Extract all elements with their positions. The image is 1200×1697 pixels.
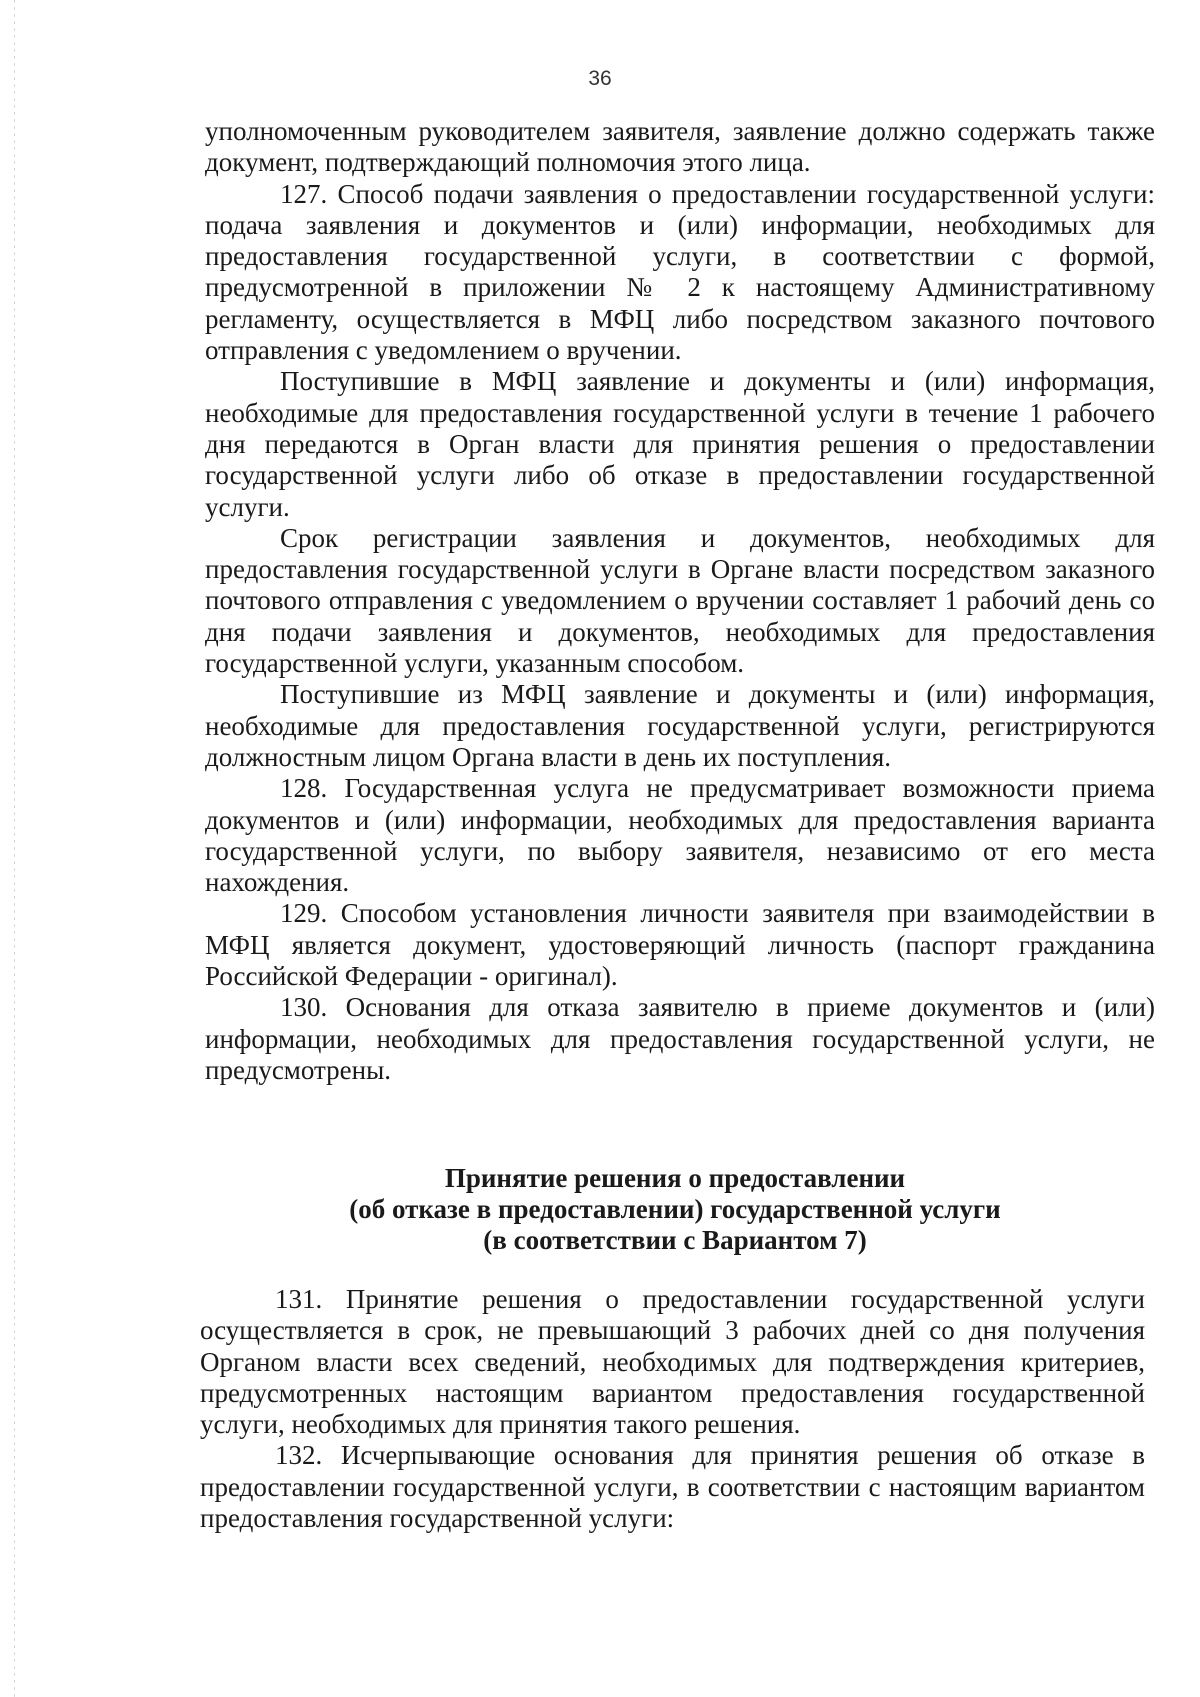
scan-edge-marks xyxy=(14,0,15,1697)
paragraph-mfc-registration: Поступившие из МФЦ заявление и документы и (или) информация, необходимые для предоставления государственной услуги, регистрируются должностным лицом Органа власти в день их поступления. xyxy=(205,679,1155,772)
paragraph-127: 127. Способ подачи заявления о предоставлении государственной услуги: подача заявления и документов и (или) информации, необходимых для предоставления государственной услуги, в соответствии с формой, предусмотренной в приложении № 2 к настоящему Административному регламенту, осуществляется в МФЦ либо посредством заказного почтового отправления с уведомлением о вручении. xyxy=(205,178,1155,366)
body-text-top xyxy=(205,116,1155,1086)
paragraph-131: 131. Принятие решения о предоставлении государственной услуги осуществляется в срок, не превышающий 3 рабочих дней со дня получения Органом власти всех сведений, необходимых для подтверждения критериев, предусмотренных настоящим вариантом предоставления государственной услуги, необходимых для принятия такого решения. xyxy=(200,1284,1145,1440)
paragraph-128: 128. Государственная услуга не предусматривает возможности приема документов и (или) информации, необходимых для предоставления варианта государственной услуги, по выбору заявителя, независимо от его места нахождения. xyxy=(205,773,1155,898)
paragraph-continuation: уполномоченным руководителем заявителя, заявление должно содержать также документ, подтверждающий полномочия этого лица. xyxy=(205,116,1155,178)
paragraph-mfc-transfer: Поступившие в МФЦ заявление и документы и (или) информация, необходимые для предоставления государственной услуги в течение 1 рабочего дня передаются в Орган власти для принятия решения о предоставлении государственной услуги либо об отказе в предоставлении государственной услуги. xyxy=(205,366,1155,522)
body-text-bottom xyxy=(200,1284,1145,1534)
page-number: 36 xyxy=(588,67,612,90)
heading-line-3: (в соответствии с Вариантом 7) xyxy=(483,1225,867,1255)
heading-line-1: Принятие решения о предоставлении xyxy=(444,1163,906,1193)
paragraph-129: 129. Способом установления личности заявителя при взаимодействии в МФЦ является документ, удостоверяющий личность (паспорт гражданина Российской Федерации - оригинал). xyxy=(205,898,1155,992)
paragraph-132: 132. Исчерпывающие основания для принятия решения об отказе в предоставлении государственной услуги, в соответствии с настоящим вариантом предоставления государственной услуги: xyxy=(200,1440,1145,1534)
paragraph-130: 130. Основания для отказа заявителю в приеме документов и (или) информации, необходимых для предоставления государственной услуги, не предусмотрены. xyxy=(205,992,1155,1085)
heading-line-2: (об отказе в предоставлении) государственной услуги xyxy=(349,1194,1001,1224)
section-heading xyxy=(200,1163,1150,1256)
paragraph-registration-term: Срок регистрации заявления и документов, необходимых для предоставления государственной услуги в Органе власти посредством заказного почтового отправления с уведомлением о вручении составляет 1 рабочий день со дня подачи заявления и документов, необходимых для предоставления государственной услуги, указанным способом. xyxy=(205,522,1155,679)
